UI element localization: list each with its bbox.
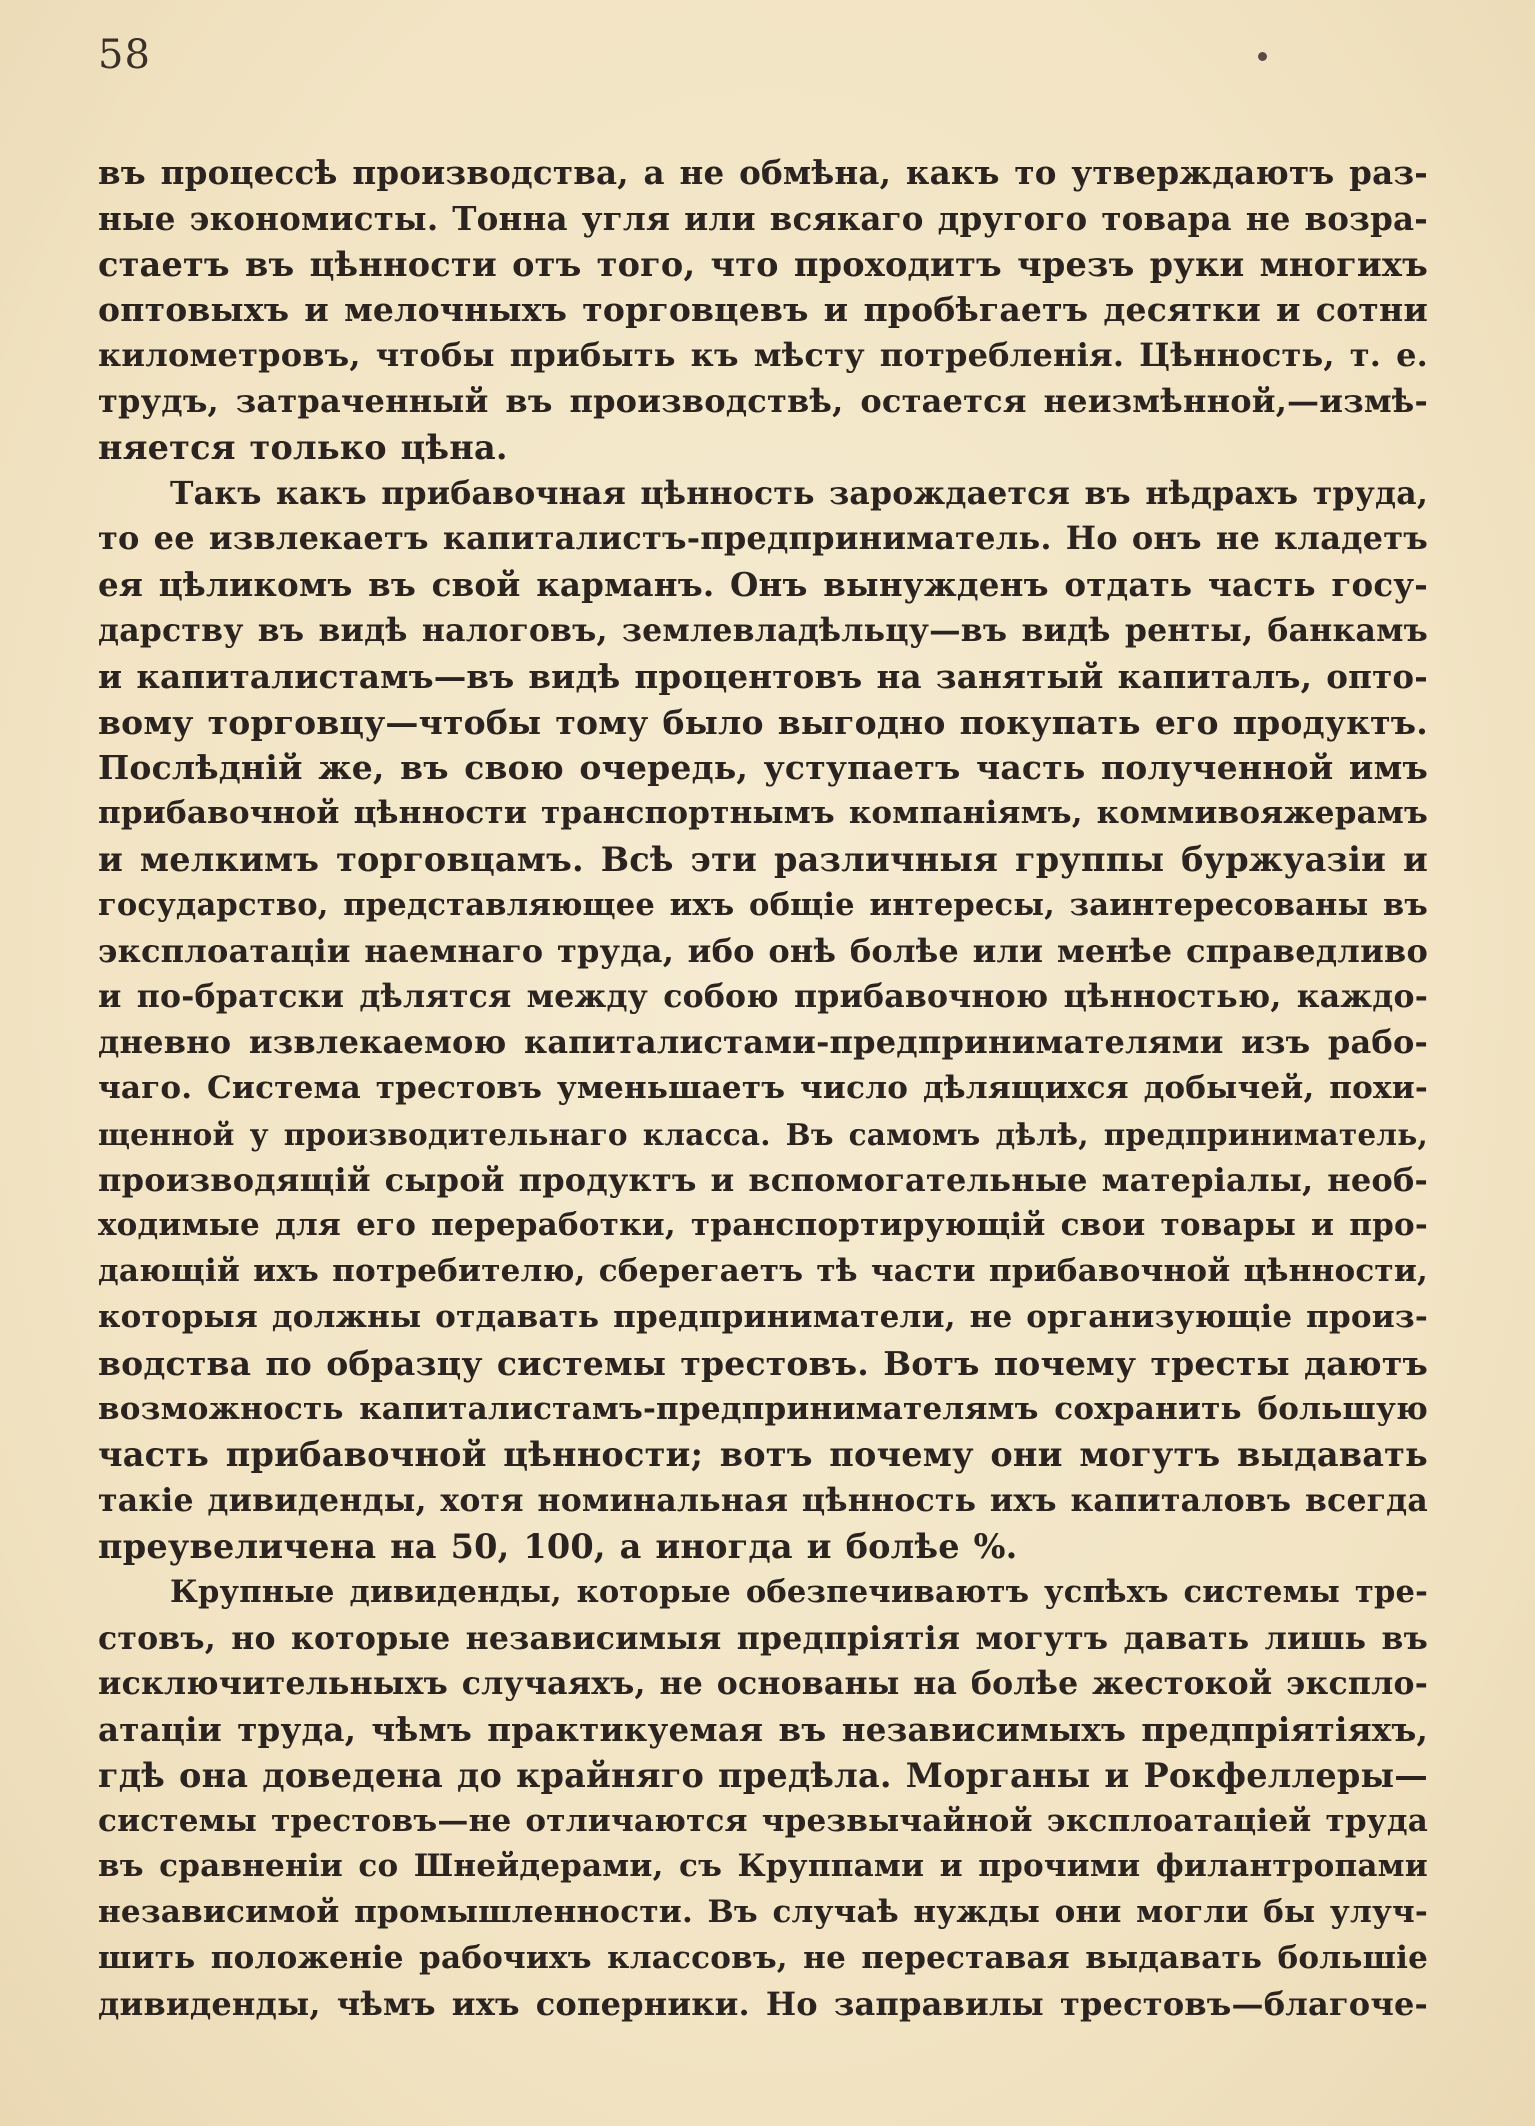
text-line: и капиталистамъ—въ видѣ процентовъ на занятый капиталъ, опто-: [98, 656, 1428, 696]
text-line: возможность капиталистамъ-предпринимателямъ сохранить большую: [98, 1390, 1428, 1427]
text-line: часть прибавочной цѣнности; вотъ почему они могутъ выдавать: [98, 1435, 1428, 1475]
page-number: 58: [98, 32, 151, 78]
text-line: государство, представляющее ихъ общіе интересы, заинтересованы въ: [98, 886, 1428, 923]
text-line: чаго. Система трестовъ уменьшаетъ число дѣлящихся добычей, похи-: [98, 1069, 1428, 1106]
text-line: въ процессѣ производства, а не обмѣна, какъ то утверждаютъ раз-: [98, 153, 1428, 192]
text-line: дарству въ видѣ налоговъ, землевладѣльцу—въ видѣ ренты, банкамъ: [98, 611, 1428, 649]
text-line: трудъ, затраченный въ производствѣ, остается неизмѣнной,—измѣ-: [98, 381, 1428, 420]
text-line: системы трестовъ—не отличаются чрезвычайной эксплоатаціей труда: [98, 1802, 1428, 1839]
text-line: шить положеніе рабочихъ классовъ, не переставая выдавать большіе: [98, 1940, 1428, 1977]
text-line: оптовыхъ и мелочныхъ торговцевъ и пробѣгаетъ десятки и сотни: [98, 290, 1428, 330]
text-line: прибавочной цѣнности транспортнымъ компаніямъ, коммивояжерамъ: [98, 795, 1428, 832]
text-line: атаціи труда, чѣмъ практикуемая въ независимыхъ предпріятіяхъ,: [98, 1710, 1428, 1750]
text-line: въ сравненіи со Шнейдерами, съ Круппами и прочими филантропами: [98, 1848, 1428, 1885]
text-line: и мелкимъ торговцамъ. Всѣ эти различныя группы буржуазіи и: [98, 839, 1428, 879]
text-line: дневно извлекаемою капиталистами-предпринимателями изъ рабо-: [98, 1023, 1428, 1062]
text-line: водства по образцу системы трестовъ. Вотъ почему тресты даютъ: [98, 1343, 1428, 1383]
text-line: ные экономисты. Тонна угля или всякаго другого товара не возра-: [98, 198, 1428, 238]
text-line: производящій сырой продуктъ и вспомогательные матеріалы, необ-: [98, 1160, 1428, 1199]
text-line: гдѣ она доведена до крайняго предѣла. Морганы и Рокфеллеры—: [98, 1755, 1428, 1795]
text-line: стаетъ въ цѣнности отъ того, что проходитъ чрезъ руки многихъ: [98, 244, 1428, 284]
text-line: Такъ какъ прибавочная цѣнность зарождается въ нѣдрахъ труда,: [170, 474, 1428, 512]
text-line: исключительныхъ случаяхъ, не основаны на болѣе жестокой эксплo-: [98, 1665, 1428, 1703]
text-line: Крупные дивиденды, которые обезпечиваютъ успѣхъ системы тре-: [170, 1573, 1428, 1610]
text-line: ея цѣликомъ въ свой карманъ. Онъ вынужденъ отдать часть госу-: [98, 565, 1428, 605]
text-line: дивиденды, чѣмъ ихъ соперники. Но заправилы трестовъ—благоче-: [98, 1984, 1428, 2023]
print-speck: [1258, 52, 1267, 61]
text-line: преувеличена на 50, 100, а иногда и болѣе %.: [98, 1526, 1018, 1566]
text-line: независимой промышленности. Въ случаѣ нужды они могли бы улуч-: [98, 1894, 1428, 1931]
text-line: стовъ, но которые независимыя предпріятія могутъ давать лишь въ: [98, 1619, 1428, 1657]
text-line: вому торговцу—чтобы тому было выгодно покупать его продуктъ.: [98, 702, 1428, 742]
text-line: ходимые для его переработки, транспортирующій свои товары и про-: [98, 1207, 1428, 1244]
text-line: эксплоатаціи наемнаго труда, ибо онѣ болѣе или менѣе справедливо: [98, 931, 1428, 970]
text-line: щенной у производительнаго класса. Въ самомъ дѣлѣ, предприниматель,: [98, 1116, 1428, 1152]
text-line: которыя должны отдавать предприниматели, не организующіе произ-: [98, 1298, 1428, 1335]
text-line: и по-братски дѣлятся между собою прибавочною цѣнностью, каждо-: [98, 978, 1428, 1016]
text-line: Послѣдній же, въ свою очередь, уступаетъ часть полученной имъ: [98, 748, 1428, 788]
text-line: дающій ихъ потребителю, сберегаетъ тѣ части прибавочной цѣнности,: [98, 1253, 1428, 1290]
text-line: няется только цѣна.: [98, 427, 508, 467]
body-text: [98, 150, 1428, 2028]
text-line: то ее извлекаетъ капиталистъ-предприниматель. Но онъ не кладетъ: [98, 519, 1428, 558]
text-line: километровъ, чтобы прибыть къ мѣсту потребленія. Цѣнность, т. е.: [98, 336, 1428, 375]
text-line: такіе дивиденды, хотя номинальная цѣнность ихъ капиталовъ всегда: [98, 1482, 1428, 1520]
